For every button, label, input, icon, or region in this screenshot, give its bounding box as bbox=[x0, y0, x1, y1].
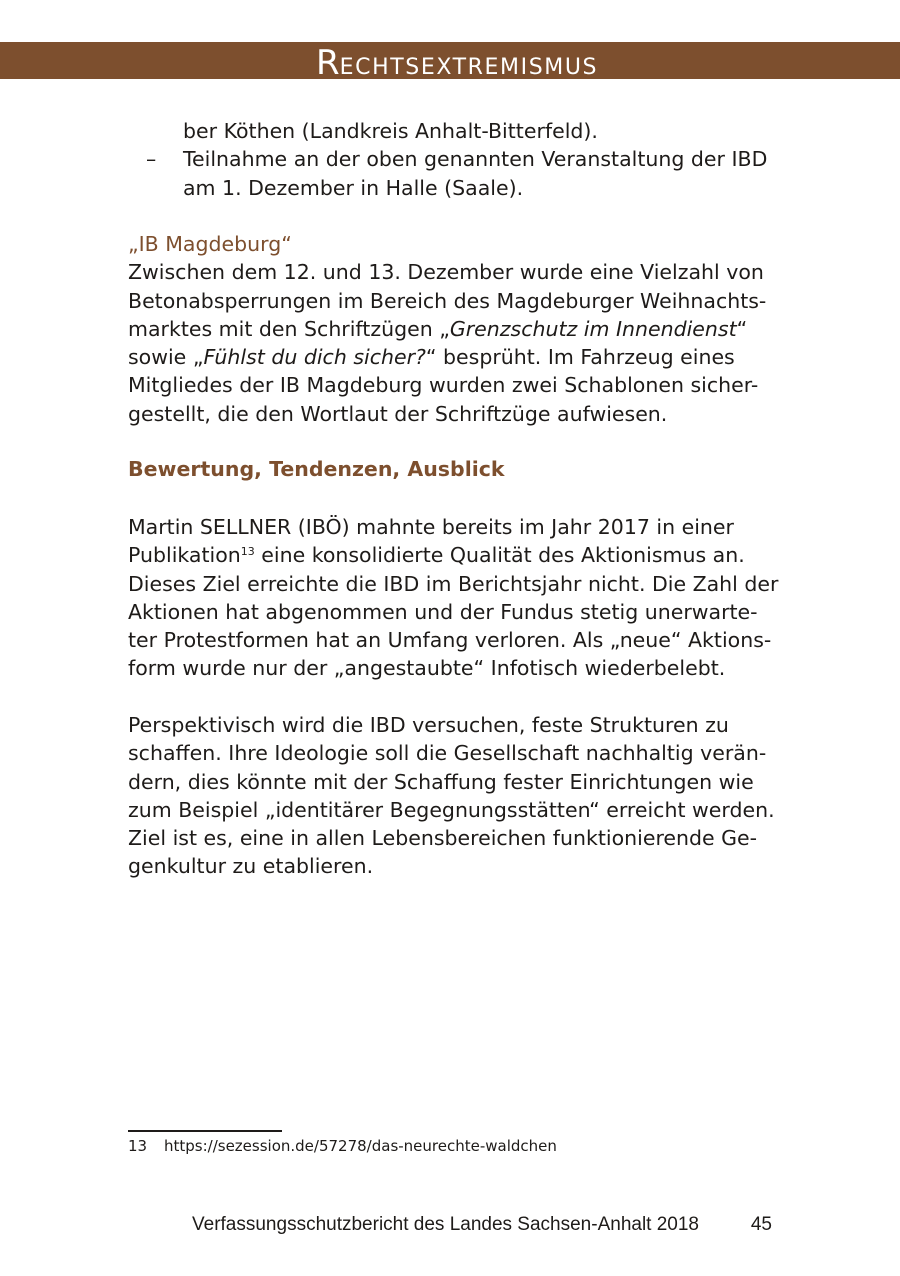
paragraph-line: zum Beispiel „identitärer Begegnungsstätten“ erreicht werden. bbox=[128, 797, 775, 822]
paragraph-line: schaffen. Ihre Ideologie soll die Gesellschaft nachhaltig verän- bbox=[128, 741, 767, 766]
paragraph-line: Martin SELLNER (IBÖ) mahnte bereits im Jahr 2017 in einer bbox=[128, 515, 734, 539]
chapter-title-initial: R bbox=[316, 43, 340, 83]
paragraph-line: ter Protestformen hat an Umfang verloren. Als „neue“ Aktions- bbox=[128, 628, 772, 653]
footnote-url: https://sezession.de/57278/das-neurechte-waldchen bbox=[164, 1137, 557, 1155]
paragraph-line: form wurde nur der „angestaubte“ Infotisch wiederbelebt. bbox=[128, 656, 726, 681]
footnote bbox=[128, 1136, 557, 1156]
paragraph-line bbox=[128, 315, 766, 343]
list-dash: – bbox=[146, 147, 157, 172]
footnote-number: 13 bbox=[128, 1137, 148, 1155]
paragraph-line: Zwischen dem 12. und 13. Dezember wurde eine Vielzahl von bbox=[128, 260, 764, 285]
paragraph-line bbox=[128, 541, 778, 569]
ib-magdeburg-subheading: „IB Magdeburg“ bbox=[128, 232, 292, 256]
text-run: “ bbox=[736, 316, 748, 341]
paragraph-line: Aktionen hat abgenommen und der Fundus stetig unerwarte- bbox=[128, 599, 758, 624]
text-run: eine konsolidierte Qualität des Aktionismus an. bbox=[254, 543, 745, 568]
footer-report-title: Verfassungsschutzbericht des Landes Sachsen-Anhalt 2018 bbox=[192, 1214, 699, 1235]
footnote-divider bbox=[128, 1130, 282, 1132]
chapter-title bbox=[316, 43, 598, 88]
paragraph-line: Dieses Ziel erreichte die IBD im Berichtsjahr nicht. Die Zahl der bbox=[128, 571, 779, 596]
paragraph-line: Mitgliedes der IB Magdeburg wurden zwei Schablonen sicher- bbox=[128, 373, 759, 398]
paragraph-line: genkultur zu etablieren. bbox=[128, 854, 374, 879]
assessment-paragraph-2 bbox=[128, 711, 775, 881]
paragraph-line: Ziel ist es, eine in allen Lebensbereichen funktionierende Ge- bbox=[128, 826, 758, 851]
list-item-continued: ber Köthen (Landkreis Anhalt-Bitterfeld). bbox=[183, 119, 598, 143]
quoted-slogan: Fühlst du dich sicher? bbox=[203, 345, 426, 370]
list-item bbox=[128, 145, 788, 202]
paragraph-line: gestellt, die den Wortlaut der Schriftzüge aufwiesen. bbox=[128, 401, 668, 426]
text-run: “ besprüht. Im Fahrzeug eines bbox=[425, 345, 735, 370]
paragraph-line: Betonabsperrungen im Bereich des Magdeburger Weihnachts- bbox=[128, 288, 767, 313]
footnote-reference: 13 bbox=[240, 545, 255, 559]
list-item-line: am 1. Dezember in Halle (Saale). bbox=[183, 175, 524, 200]
list-item-line: Teilnahme an der oben genannten Veranstaltung der IBD bbox=[183, 147, 768, 172]
chapter-title-rest: ECHTSEXTREMISMUS bbox=[339, 55, 599, 80]
paragraph-line: Perspektivisch wird die IBD versuchen, feste Strukturen zu bbox=[128, 713, 729, 737]
ib-magdeburg-section bbox=[128, 230, 766, 428]
text-run: sowie „ bbox=[128, 345, 204, 370]
paragraph-line: dern, dies könnte mit der Schaffung fester Einrichtungen wie bbox=[128, 769, 754, 794]
assessment-paragraph-1 bbox=[128, 513, 778, 683]
quoted-slogan: Grenzschutz im Innendienst bbox=[449, 316, 737, 341]
page-number: 45 bbox=[750, 1214, 772, 1235]
text-run: marktes mit den Schriftzügen „ bbox=[128, 316, 450, 341]
paragraph-line bbox=[128, 343, 766, 371]
event-list bbox=[128, 117, 788, 202]
text-run: Publikation bbox=[128, 543, 241, 568]
section-heading: Bewertung, Tendenzen, Ausblick bbox=[128, 457, 505, 481]
